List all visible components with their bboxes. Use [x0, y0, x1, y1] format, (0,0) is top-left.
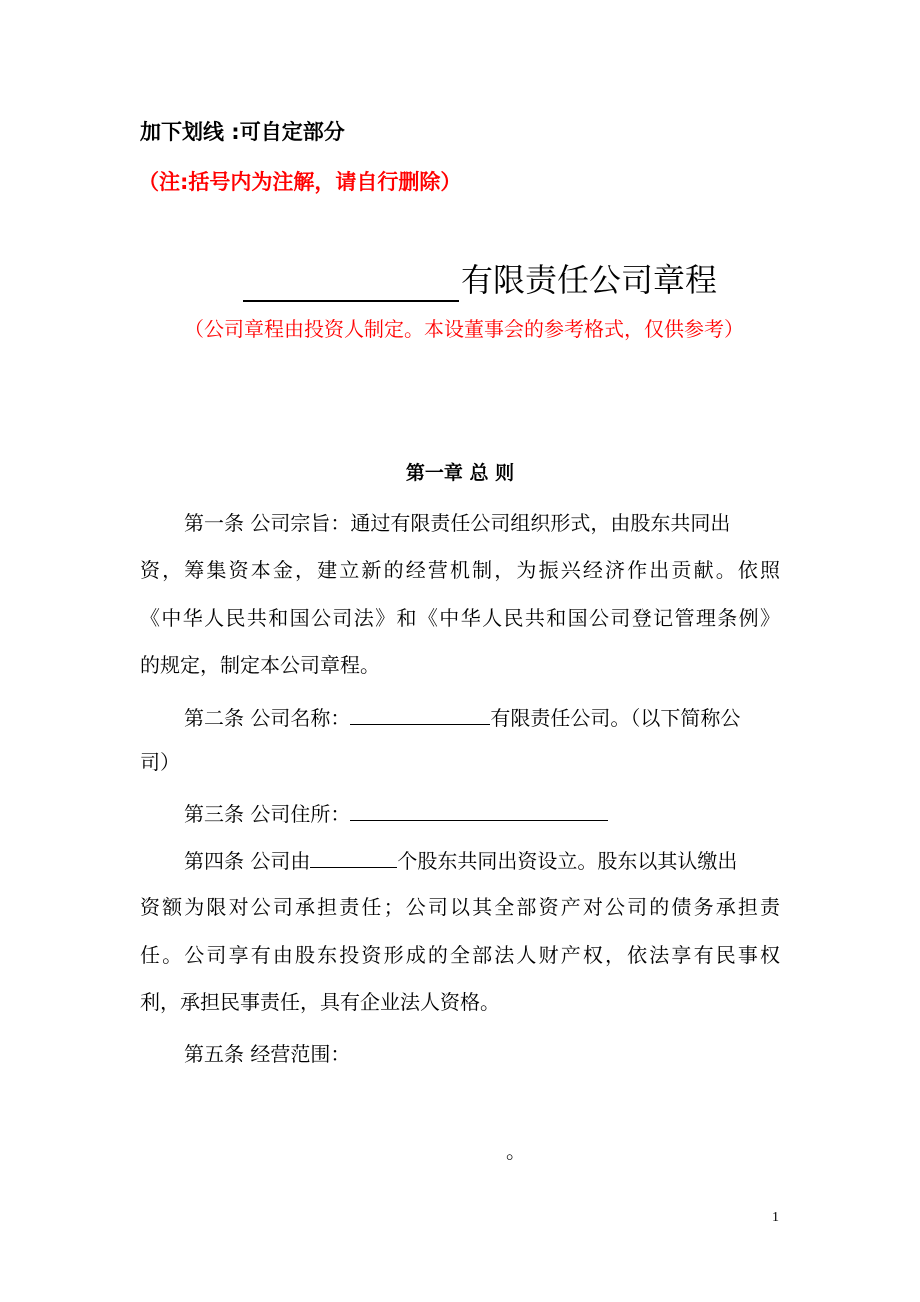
shareholder-count-field — [310, 845, 397, 868]
article-3-prefix: 第三条 公司住所： — [184, 802, 351, 826]
document-title-text: 有限责任公司章程 — [461, 261, 718, 299]
company-address-field — [350, 798, 608, 821]
article-1-line-1: 第一条 公司宗旨：通过有限责任公司组织形式，由股东共同出 — [184, 511, 731, 535]
company-name-blank — [243, 260, 459, 302]
article-2-prefix: 第二条 公司名称： — [184, 706, 351, 730]
underline-note: 加下划线 :可自定部分 — [140, 120, 345, 144]
annotation-note: （注:括号内为注解，请自行删除） — [138, 170, 462, 194]
business-scope-period: 。 — [506, 1139, 526, 1163]
article-1-line-2: 资，筹集资本金，建立新的经营机制，为振兴经济作出贡献。依照 — [140, 558, 780, 582]
chapter-heading: 第一章 总 则 — [405, 462, 515, 484]
article-4-line-3: 任。公司享有由股东投资形成的全部法人财产权，依法享有民事权 — [140, 943, 780, 967]
article-2-line-2: 司） — [140, 750, 180, 774]
article-2-line-1 — [184, 702, 740, 733]
article-4-line-2: 资额为限对公司承担责任；公司以其全部资产对公司的债务承担责 — [140, 895, 780, 919]
article-4-suffix: 个股东共同出资设立。股东以其认缴出 — [397, 849, 738, 873]
article-4-line-4: 利，承担民事责任，具有企业法人资格。 — [140, 990, 500, 1014]
article-3-line-1 — [184, 798, 608, 829]
article-1-line-3: 《中华人民共和国公司法》和《中华人民共和国公司登记管理条例》 — [140, 606, 780, 630]
document-subtitle: （公司章程由投资人制定。本设董事会的参考格式，仅供参考） — [184, 317, 744, 341]
article-2-suffix: 有限责任公司。（以下简称公 — [490, 706, 741, 730]
article-4-prefix: 第四条 公司由 — [184, 849, 311, 873]
article-4-line-1 — [184, 845, 737, 876]
company-name-field — [350, 702, 490, 725]
article-5-line-1: 第五条 经营范围： — [184, 1042, 351, 1066]
article-1-line-4: 的规定，制定本公司章程。 — [140, 653, 380, 677]
document-title — [243, 258, 717, 302]
page-number: 1 — [772, 1210, 779, 1225]
